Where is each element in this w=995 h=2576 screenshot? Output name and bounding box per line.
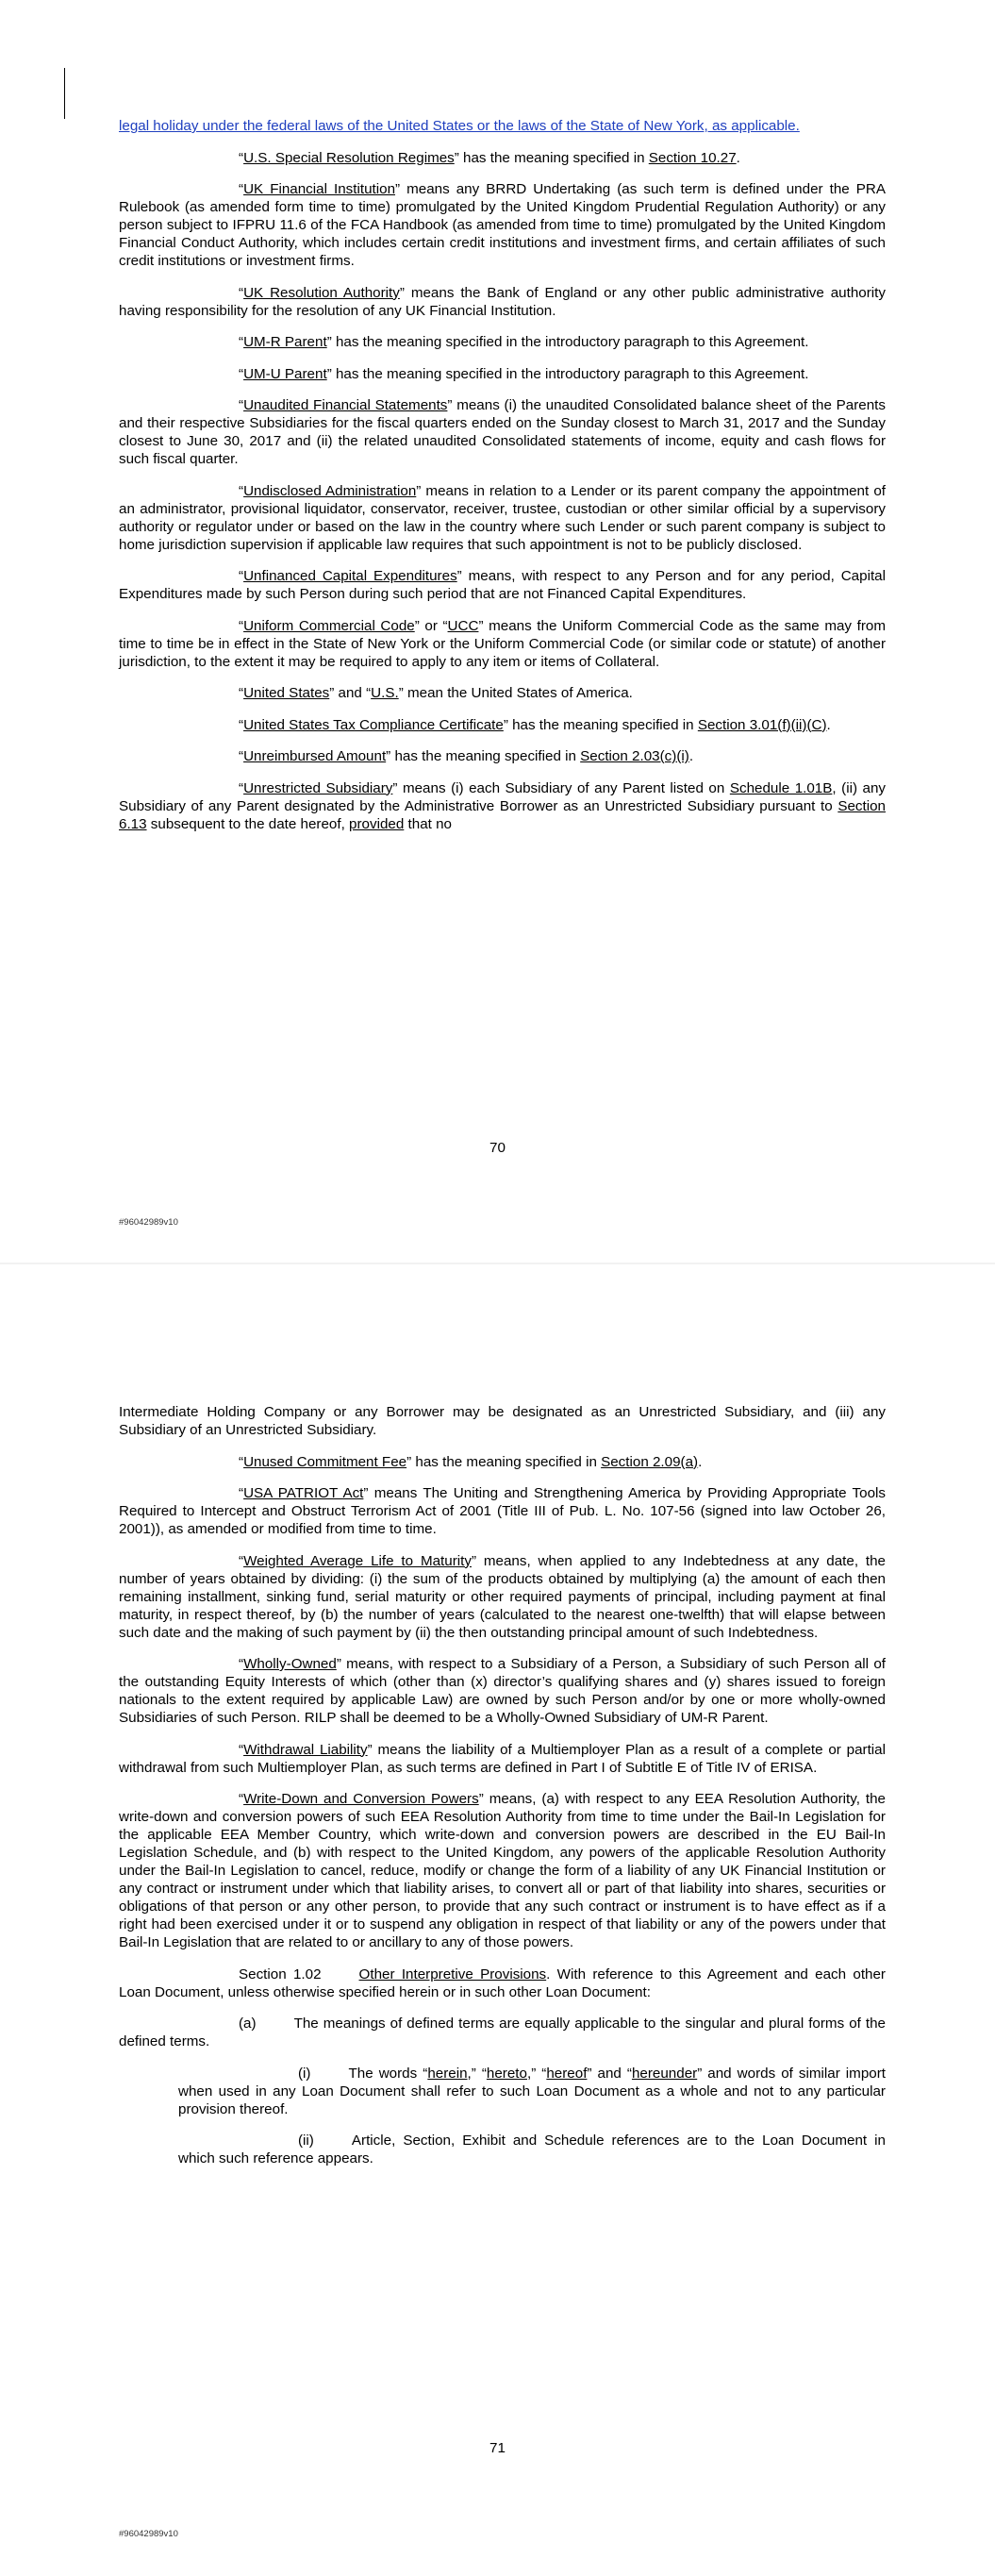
defined-term: UCC	[447, 617, 479, 634]
section-reference: Section 2.03(c)(i)	[580, 748, 689, 764]
list-item-a: (a) The meanings of defined terms are equally applicable to the singular and plural forms of the defined terms.	[119, 2016, 886, 2049]
defined-term: Unaudited Financial Statements	[243, 397, 448, 413]
document-id-footer: #96042989v10	[119, 1217, 178, 1228]
defined-term: United States Tax Compliance Certificate	[243, 716, 504, 733]
page-number: 71	[489, 2440, 506, 2456]
section-title: Other Interpretive Provisions	[358, 1965, 547, 1982]
definition-paragraph: “Unfinanced Capital Expenditures” means, with respect to any Person and for any period, Capital Expenditures made by such Person during such period that are not Financed Capital Expenditures.	[119, 568, 886, 602]
defined-term: Uniform Commercial Code	[243, 617, 415, 634]
defined-term: Unrestricted Subsidiary	[243, 779, 393, 796]
page-number: 70	[489, 1140, 506, 1156]
definition-paragraph: “Write-Down and Conversion Powers” means, (a) with respect to any EEA Resolution Authority, the write-down and conversion powers of such EEA Resolution Authority from time to time under the Bail-In Legislation for the applicable EEA Member Country, which write-down and conversion powers are described in the EU Bail-In Legislation Schedule, and (b) with respect to the United Kingdom, any powers of the applicable Resolution Authority under the Bail-In Legislation to cancel, reduce, modify or change the form of a liability of any UK Financial Institution or any contract or instrument under which that liability arises, to convert all or part of that liability into shares, securities or obligations of that person or any other person, to provide that any such contract or instrument is to have effect as if a right had been exercised under it or to suspend any obligation in respect of that liability or any of the powers under that Bail-In Legislation that are related to or ancillary to any of those powers.	[119, 1791, 886, 1950]
definition-paragraph: “United States Tax Compliance Certificate” has the meaning specified in Section 3.01(f)(ii)(C).	[239, 716, 831, 733]
defined-term: Withdrawal Liability	[243, 1741, 368, 1758]
defined-term: Wholly-Owned	[243, 1656, 337, 1672]
defined-term: UM-U Parent	[243, 365, 327, 382]
definition-paragraph: “U.S. Special Resolution Regimes” has the meaning specified in Section 10.27.	[239, 149, 740, 166]
section-heading-paragraph: Section 1.02 Other Interpretive Provisions. With reference to this Agreement and each other Loan Document, unless otherwise specified herein or in such other Loan Document:	[119, 1965, 886, 2000]
defined-term: USA PATRIOT Act	[243, 1485, 364, 1501]
list-item-ii: (ii) Article, Section, Exhibit and Schedule references are to the Loan Document in which such reference appears.	[178, 2133, 886, 2166]
defined-term: UK Financial Institution	[243, 181, 396, 197]
definition-paragraph: “Unaudited Financial Statements” means (i) the unaudited Consolidated balance sheet of the Parents and their respective Subsidiaries for the fiscal quarters ended on the Sunday closest to March 31, 2017 and the Sunday closest to June 30, 2017 and (ii) the related unaudited Consolidated statements of income, equity and cash flows for such fiscal quarter.	[119, 397, 886, 467]
revised-text: legal holiday under the federal laws of the United States or the laws of the State of New York, as applicable.	[119, 118, 800, 134]
revision-bar	[64, 68, 65, 119]
document-page-70	[0, 0, 995, 1264]
page-71-body	[119, 1403, 886, 2182]
section-number: Section 1.02	[239, 1965, 322, 1982]
continuation-paragraph: Intermediate Holding Company or any Borrower may be designated as an Unrestricted Subsidiary, and (iii) any Subsidiary of an Unrestricted Subsidiary.	[119, 1404, 886, 1438]
definition-paragraph: “UM-R Parent” has the meaning specified in the introductory paragraph to this Agreement.	[239, 334, 809, 350]
definition-paragraph: “Withdrawal Liability” means the liability of a Multiemployer Plan as a result of a complete or partial withdrawal from such Multiemployer Plan, as such terms are defined in Part I of Subtitle E of Title IV of ERISA.	[119, 1741, 887, 1776]
definition-paragraph: “Wholly-Owned” means, with respect to a Subsidiary of a Person, a Subsidiary of such Person all of the outstanding Equity Interests of which (other than (x) director’s qualifying shares and (y) shares issued to foreign nationals to the extent required by applicable Law) are owned by such Person and/or by one or more wholly-owned Subsidiaries of such Person. RILP shall be deemed to be a Wholly-Owned Subsidiary of UM-R Parent.	[119, 1656, 886, 1726]
page-70-body	[119, 117, 886, 846]
defined-term: Unused Commitment Fee	[243, 1453, 407, 1470]
definition-paragraph: “United States” and “U.S.” mean the United States of America.	[239, 685, 633, 701]
section-reference: Section 3.01(f)(ii)(C)	[697, 716, 827, 733]
document-page-71	[0, 1264, 995, 2576]
defined-term: Unreimbursed Amount	[243, 748, 387, 764]
defined-term: Weighted Average Life to Maturity	[243, 1552, 472, 1569]
document-id-footer: #96042989v10	[119, 2529, 178, 2539]
section-reference: Section 2.09(a)	[601, 1453, 699, 1470]
revised-paragraph	[119, 117, 886, 135]
defined-term: Write-Down and Conversion Powers	[243, 1791, 479, 1807]
defined-term: U.S.	[371, 685, 399, 701]
definition-paragraph: “Unused Commitment Fee” has the meaning specified in Section 2.09(a).	[239, 1453, 703, 1470]
definition-paragraph: “UM-U Parent” has the meaning specified in the introductory paragraph to this Agreement.	[239, 365, 809, 382]
defined-term: Unfinanced Capital Expenditures	[243, 568, 457, 584]
defined-term: Undisclosed Administration	[243, 482, 417, 499]
defined-term: U.S. Special Resolution Regimes	[243, 149, 455, 166]
definition-paragraph: “Unrestricted Subsidiary” means (i) each Subsidiary of any Parent listed on Schedule 1.01B, (ii) any Subsidiary of any Parent designated by the Administrative Borrower as an Unrestricted Subsidiary pursuant to Section 6.13 subsequent to the date hereof, provided that no	[119, 779, 887, 832]
definition-paragraph: “Weighted Average Life to Maturity” means, when applied to any Indebtedness at any date, the number of years obtained by dividing: (i) the sum of the products obtained by multiplying (a) the amount of each then remaining installment, sinking fund, serial maturity or other required payments of principal, including payment at final maturity, in respect thereof, by (b) the number of years (calculated to the nearest one-twelfth) that will elapse between such date and the making of such payment by (ii) the then outstanding principal amount of such Indebtedness.	[119, 1552, 886, 1641]
section-reference: Section 6.13	[119, 797, 886, 832]
definition-paragraph: “UK Financial Institution” means any BRRD Undertaking (as such term is defined under the PRA Rulebook (as amended form time to time) promulgated by the United Kingdom Prudential Regulation Authority) or any person subject to IFPRU 11.6 of the FCA Handbook (as amended from time to time) promulgated by the United Kingdom Financial Conduct Authority, which includes certain credit institutions and investment firms, and certain affiliates of such credit institutions or investment firms.	[119, 181, 886, 269]
proviso-term: provided	[349, 815, 405, 832]
defined-term: UM-R Parent	[243, 334, 327, 350]
section-reference: Section 10.27	[648, 149, 737, 166]
list-item-i: (i) The words “herein,” “hereto,” “hereof” and “hereunder” and words of similar import when used in any Loan Document shall refer to such Loan Document as a whole and not to any particular provision thereof.	[178, 2065, 886, 2117]
definition-paragraph: “Unreimbursed Amount” has the meaning specified in Section 2.03(c)(i).	[239, 748, 694, 764]
defined-term: UK Resolution Authority	[243, 284, 400, 301]
defined-term: United States	[243, 685, 330, 701]
definition-paragraph: “USA PATRIOT Act” means The Uniting and Strengthening America by Providing Appropriate Tools Required to Intercept and Obstruct Terrorism Act of 2001 (Title III of Pub. L. No. 107-56 (signed into law October 26, 2001)), as amended or modified from time to time.	[119, 1485, 887, 1537]
definition-paragraph: “UK Resolution Authority” means the Bank of England or any other public administrative authority having responsibility for the resolution of any UK Financial Institution.	[119, 284, 886, 319]
schedule-reference: Schedule 1.01B	[729, 779, 833, 796]
definition-paragraph: “Uniform Commercial Code” or “UCC” means the Uniform Commercial Code as the same may from time to time be in effect in the State of New York or the Uniform Commercial Code (or similar code or statute) of another jurisdiction, to the extent it may be required to apply to any item or items of Collateral.	[119, 617, 886, 670]
definition-paragraph: “Undisclosed Administration” means in relation to a Lender or its parent company the appointment of an administrator, provisional liquidator, conservator, receiver, trustee, custodian or other similar official by a supervisory authority or regulator under or based on the law in the country where such Lender or such parent company is subject to home jurisdiction supervision if applicable law requires that such appointment is not to be publicly disclosed.	[119, 482, 886, 553]
